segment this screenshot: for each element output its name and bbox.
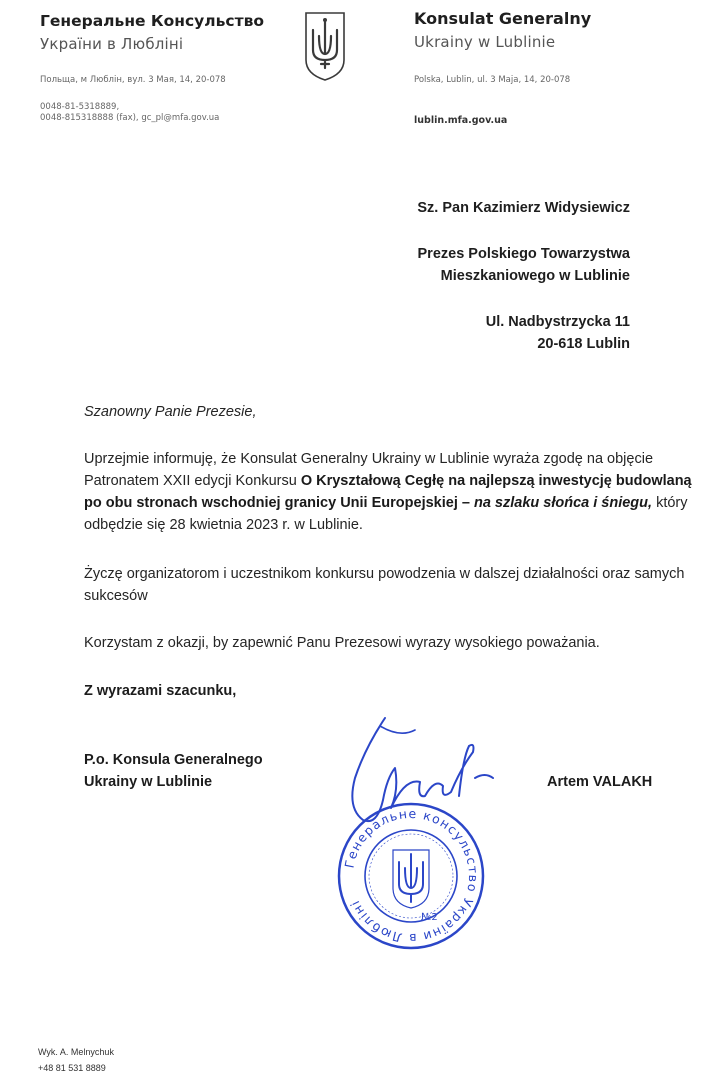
ukraine-trident-icon	[303, 10, 347, 82]
competition-name: O Kryształową Cegłę na najlepszą inwestycję budowlaną po obu stronach wschodniej granicy Unii Europejskiej –	[84, 473, 692, 511]
prepared-by: Wyk. A. Melnychuk	[38, 1047, 114, 1057]
signatory-role-line1: P.o. Konsula Generalnego	[84, 752, 263, 768]
addressee-position-line2: Mieszkaniowego w Lublinie	[440, 268, 630, 284]
svg-text:№2: №2	[421, 912, 438, 923]
consulate-city-polish: Ukrainy w Lublinie	[414, 33, 556, 51]
address-polish: Polska, Lublin, ul. 3 Maja, 14, 20-078	[414, 75, 571, 85]
paragraph-patronage-text: Uprzejmie informuję, że Konsulat Generalny Ukrainy w Lublinie wyraża zgodę na objęcie Patronatem XXII edycji Konkursu	[84, 451, 654, 489]
contact-phone: +48 81 531 8889	[38, 1063, 106, 1073]
salutation: Szanowny Panie Prezesie,	[84, 404, 257, 420]
phone-ukrainian: 0048-81-5318889,	[40, 102, 120, 112]
website-link[interactable]: lublin.mfa.gov.ua	[414, 115, 508, 126]
paragraph-regards: Korzystam z okazji, by zapewnić Panu Prezesowi wyrazy wysokiego poważania.	[84, 635, 600, 651]
addressee-position-line1: Prezes Polskiego Towarzystwa	[417, 246, 630, 262]
addressee-city: 20-618 Lublin	[537, 336, 630, 352]
svg-text:Генеральне консульство України: Генеральне консульство України в Любліні	[341, 805, 482, 947]
paragraph-wishes: Życzę organizatorom i uczestnikom konkursu powodzenia w dalszej działalności oraz samych sukcesów	[84, 566, 685, 604]
addressee-name: Sz. Pan Kazimierz Widysiewicz	[417, 200, 630, 216]
fax-email-ukrainian: 0048-815318888 (fax), gc_pl@mfa.gov.ua	[40, 113, 220, 123]
closing: Z wyrazami szacunku,	[84, 683, 237, 699]
paragraph-patronage	[84, 448, 692, 536]
consulate-city-ukrainian: України в Любліні	[40, 35, 184, 53]
consulate-name-polish: Konsulat Generalny	[414, 9, 592, 28]
paragraph-patronage-date: który odbędzie się 28 kwietnia 2023 r. w Lublinie.	[84, 495, 688, 533]
competition-subtitle: na szlaku słońca i śniegu,	[473, 495, 653, 511]
signatory-role-line2: Ukrainy w Lublinie	[84, 774, 213, 790]
consulate-name-ukrainian: Генеральне Консульство	[40, 12, 265, 30]
addressee-street: Ul. Nadbystrzycka 11	[485, 314, 630, 330]
official-stamp	[335, 800, 487, 952]
address-ukrainian: Польща, м Люблін, вул. 3 Мая, 14, 20-078	[40, 75, 226, 85]
signatory-name: Artem VALAKH	[547, 774, 653, 790]
